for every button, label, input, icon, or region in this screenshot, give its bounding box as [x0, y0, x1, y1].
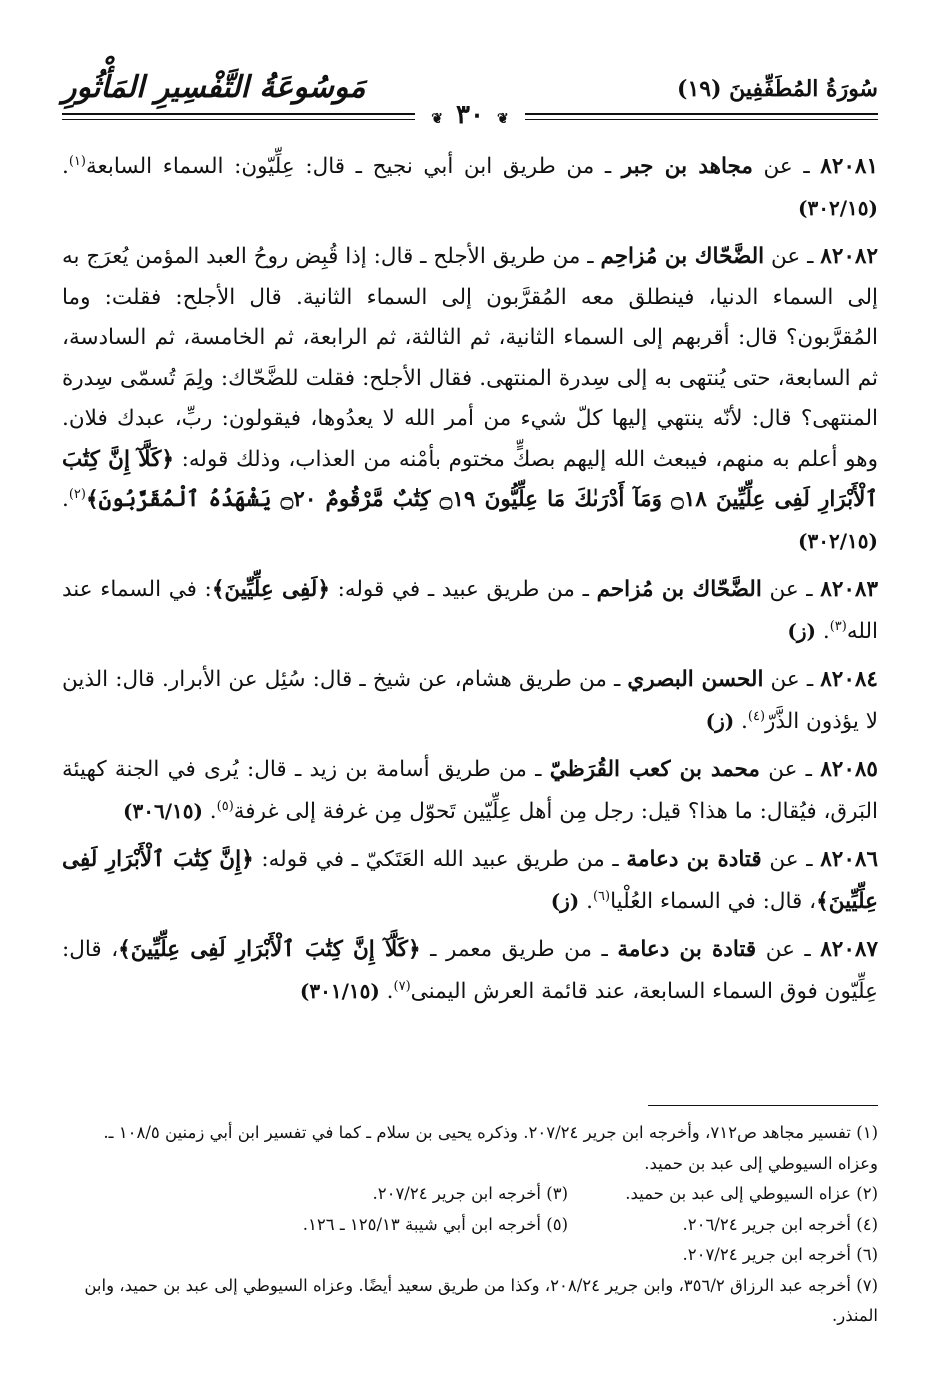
footnote-marker: (١) — [68, 153, 86, 169]
footnote-marker: (٦) — [592, 888, 611, 904]
narration-number: ٨٢٠٨٢ — [820, 244, 879, 269]
narration-number: ٨٢٠٨٤ — [820, 667, 878, 692]
quran-verse: ﴿لَفِى عِلِّيِّينَ﴾ — [211, 577, 330, 602]
narration-number: ٨٢٠٨٥ — [820, 757, 878, 782]
footnote-6: (٦) أخرجه ابن جرير ٢٠٧/٢٤. — [682, 1245, 878, 1264]
footnotes — [62, 1118, 878, 1332]
book-title: مَوسُوعَةُ التَّفْسِيرِ المَأْثُورِ — [62, 70, 366, 105]
footnote-5: (٥) أخرجه ابن أبي شيبة ١٢٥/١٣ ـ ١٢٦. — [302, 1214, 568, 1234]
volume-reference: (ز) — [787, 618, 817, 643]
narration-number: ٨٢٠٨٧ — [820, 937, 878, 962]
surah-title: سُورَةُ المُطَفِّفِينَ (١٩) — [677, 76, 878, 102]
volume-reference: (٣٠٢/١٥) — [798, 528, 878, 553]
narration-number: ٨٢٠٨٦ — [820, 847, 878, 872]
narrator-name: محمد بن كعب القُرَظيّ — [549, 757, 760, 782]
page-number-box — [415, 100, 525, 134]
footnote-7: (٧) أخرجه عبد الرزاق ٣٥٦/٢، وابن جرير ٢٠٨/٢٤، وكذا من طريق سعيد أيضًا. وعزاه السيوطي إلى عبد بن حميد، وابن المنذر. — [84, 1275, 878, 1325]
footnote-4: (٤) أخرجه ابن جرير ٢٠٦/٢٤. — [682, 1214, 878, 1234]
volume-reference: (٣٠٦/١٥) — [123, 798, 203, 823]
quran-verse: ﴿كَلَّآ إِنَّ كِتَٰبَ ٱلْأَبْرَارِ لَفِى عِلِّيِّينَ﴾ — [118, 937, 421, 962]
volume-reference: (ز) — [550, 888, 580, 913]
quran-verse: ﴿إِنَّ كِتَٰبَ ٱلْأَبْرَارِ لَفِى عِلِّيِّينَ﴾ — [62, 847, 878, 914]
footnote-separator — [648, 1105, 878, 1106]
quran-verse: ﴿كَلَّآ إِنَّ كِتَٰبَ ٱلْأَبْرَارِ لَفِى عِلِّيِّينَ ۝١٨ وَمَآ أَدْرَىٰكَ مَا عِلِّيُّونَ ۝١٩ كِتَٰبٌ مَّرْقُومٌ ۝٢٠ يَشْهَدُهُ ٱلْمُقَرَّبُونَ﴾ — [62, 446, 879, 512]
narration-82087: ٨٢٠٨٧ ـ عن قتادة بن دعامة ـ من طريق معمر ـ ﴿كَلَّآ إِنَّ كِتَٰبَ ٱلْأَبْرَارِ لَفِى عِلِّيِّينَ﴾، قال: عِلِّيّون فوق السماء السابعة، عند قائمة العرش اليمنى$^{(٧)}$. (٣٠١/١٥) — [62, 937, 878, 1004]
footnote-marker: (٢) — [68, 486, 86, 502]
main-text — [62, 147, 878, 1020]
volume-reference: (٣٠٢/١٥) — [798, 195, 878, 220]
volume-reference: (ز) — [705, 708, 735, 733]
footnote-2: (٢) عزاه السيوطي إلى عبد بن حميد. — [625, 1184, 878, 1203]
narration-82086: ٨٢٠٨٦ ـ عن قتادة بن دعامة ـ من طريق عبيد الله العَتَكيّ ـ في قوله: ﴿إِنَّ كِتَٰبَ ٱلْأَبْرَارِ لَفِى عِلِّيِّينَ﴾، قال: في السماء العُلْيا$^{(٦)}$. (ز) — [62, 847, 878, 914]
narration-82082: ٨٢٠٨٢ ـ عن الضَّحّاك بن مُزاحِم ـ من طريق الأجلح ـ قال: إذا قُبِض روحُ العبد المؤمن يُعرَج به إلى السماء الدنيا، فينطلق معه المُقرَّبون إلى السماء الثانية. قال الأجلح: فقلت: وما المُقرَّبون؟ قال: أقربهم إلى السماء الثانية، ثم الثالثة، ثم الرابعة، ثم الخامسة، ثم السادسة، ثم السابعة، حتى يُنتهى به إلى سِدرة المنتهى. فقال الأجلح: فقلت للضَّحّاك: ولِمَ تُسمّى سِدرة المنتهى؟ قال: لأنّه ينتهي إليها كلّ شيء من أمر الله لا يعدُوها، فيقولون: ربِّ، عبدك فلان. وهو أعلم به منهم، فيبعث الله إليهم بصكٍّ مختوم بأمْنه من العذاب، وذلك قوله: ﴿كَلَّآ إِنَّ كِتَٰبَ ٱلْأَبْرَارِ لَفِى عِلِّيِّينَ ۝١٨ وَمَآ أَدْرَىٰكَ مَا عِلِّيُّونَ ۝١٩ كِتَٰبٌ مَّرْقُومٌ ۝٢٠ يَشْهَدُهُ ٱلْمُقَرَّبُونَ﴾$^{(٢)}$. (٣٠٢/١٥) — [62, 244, 879, 553]
footnote-marker: (٥) — [216, 798, 234, 814]
narrator-name: الحسن البصري — [627, 667, 764, 692]
narration-82084: ٨٢٠٨٤ ـ عن الحسن البصري ـ من طريق هشام، عن شيخ ـ قال: سُئِل عن الأبرار. قال: الذين لا يؤذون الذَّرّ$^{(٤)}$. (ز) — [62, 667, 878, 734]
narrator-name: الضَّحّاك بن مُزاحِم — [600, 244, 765, 269]
narration-number: ٨٢٠٨١ — [820, 154, 879, 179]
narrator-name: قتادة بن دعامة — [626, 847, 762, 872]
footnote-marker: (٧) — [393, 978, 411, 994]
narration-82085: ٨٢٠٨٥ ـ عن محمد بن كعب القُرَظيّ ـ من طريق أسامة بن زيد ـ قال: يُرى في الجنة كهيئة البَرق، فيُقال: ما هذا؟ قيل: رجل مِن أهل عِلِّيّين تَحوّل مِن غرفة إلى غرفة$^{(٥)}$. (٣٠٦/١٥) — [62, 757, 878, 824]
narrator-name: الضَّحّاك بن مُزاحم — [596, 577, 762, 602]
footnote-1: (١) تفسير مجاهد ص٧١٢، وأخرجه ابن جرير ٢٠٧/٢٤. وذكره يحيى بن سلام ـ كما في تفسير ابن أبي زمنين ١٠٨/٥ ـ. وعزاه السيوطي إلى عبد بن حميد. — [103, 1123, 878, 1173]
narrator-name: قتادة بن دعامة — [617, 937, 757, 962]
ornament-icon: ❦ — [431, 111, 443, 127]
footnote-3: (٣) أخرجه ابن جرير ٢٠٧/٢٤. — [372, 1184, 568, 1203]
narrator-name: مجاهد بن جبر — [621, 154, 753, 179]
narration-82081: ٨٢٠٨١ ـ عن مجاهد بن جبر ـ من طريق ابن أبي نجيح ـ قال: عِلِّيّون: السماء السابعة$^{(١)}$. (٣٠٢/١٥) — [62, 153, 879, 220]
narration-82083: ٨٢٠٨٣ ـ عن الضَّحّاك بن مُزاحم ـ من طريق عبيد ـ في قوله: ﴿لَفِى عِلِّيِّينَ﴾: في السماء عند الله$^{(٣)}$. (ز) — [62, 577, 879, 644]
volume-reference: (٣٠١/١٥) — [299, 978, 380, 1003]
footnote-marker: (٤) — [747, 708, 766, 724]
narration-number: ٨٢٠٨٣ — [820, 577, 879, 602]
footnote-marker: (٣) — [829, 618, 847, 634]
ornament-icon: ❦ — [497, 111, 509, 127]
page-number: ٣٠ — [456, 100, 484, 130]
